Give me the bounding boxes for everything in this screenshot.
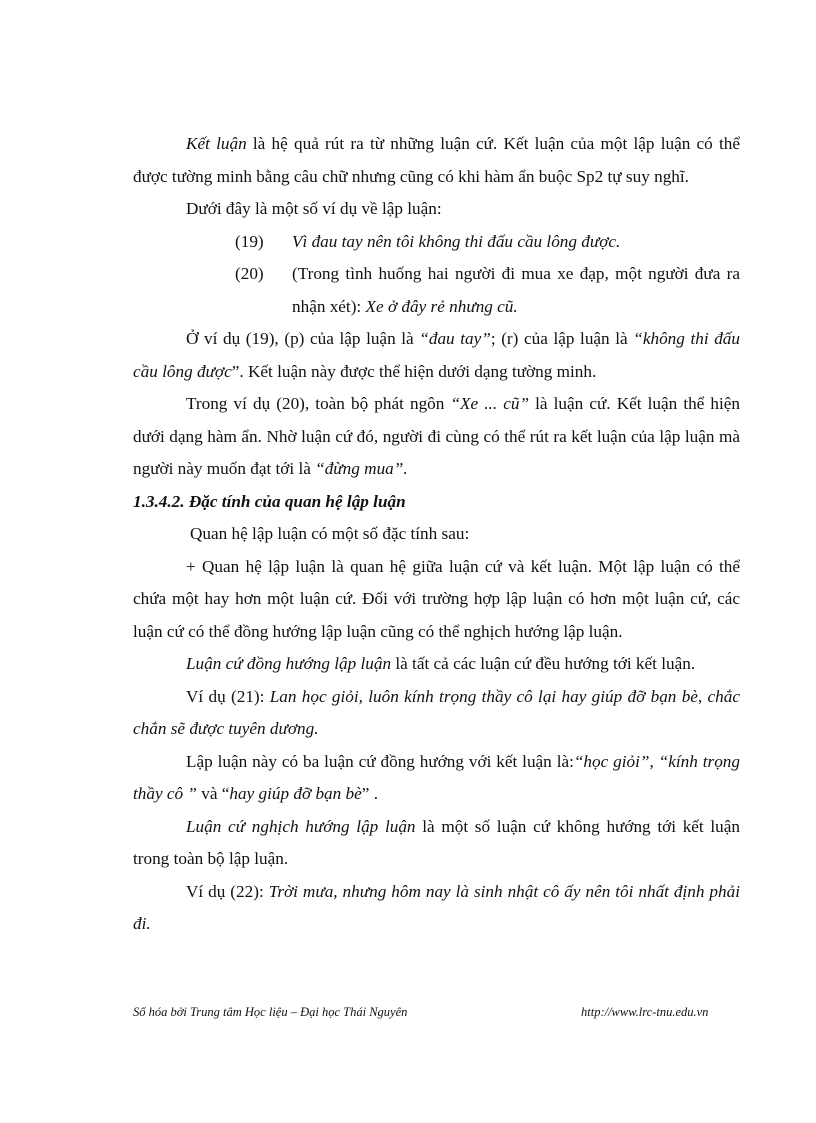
text: là tất cả các luận cứ đều hướng tới kết luận. [391,654,696,673]
text: Ở ví dụ (19), (p) của lập luận là [186,329,420,348]
example-text: Lan học giỏi, luôn kính trọng thầy cô lại hay giúp đỡ bạn bè, chắc chắn sẽ được tuyên dương. [133,686,740,738]
example-20 [133,258,740,323]
footer-url: http://www.lrc-tnu.edu.vn [581,1005,709,1019]
paragraph-properties-intro: Quan hệ lập luận có một số đặc tính sau: [190,524,470,543]
text: là một số luận cứ không hướng tới kết luận trong toàn bộ lập luận. [133,816,740,868]
text: Ví dụ (22): [186,881,269,901]
page-body [133,128,740,941]
quote: hay giúp đỡ bạn bè [229,784,362,803]
term-ket-luan: Kết luận [186,134,247,153]
paragraph-examples-intro: Dưới đây là một số ví dụ về lập luận: [186,199,442,218]
example-number: (19) [235,231,264,251]
paragraph-conclusion [133,128,740,193]
section-heading: 1.3.4.2. Đặc tính của quan hệ lập luận [133,491,406,511]
text: Trong ví dụ (20), toàn bộ phát ngôn [186,394,451,413]
page-footer [133,1005,740,1020]
text: là luận cứ. Kết luận thể hiện dưới dạng hàm ẩn. Nhờ luận cứ đó, người đi cùng có thể rút ra kết luận của lập luận mà người này muốn đạt tới là [133,394,741,478]
quote: “Xe ... cũ” [450,394,530,413]
example-text: Trời mưa, nhưng hôm nay là sinh nhật cô ấy nên tôi nhất định phải đi. [133,881,740,933]
paragraph-analysis-21 [133,746,740,811]
quote: “đừng mua”. [315,459,408,478]
paragraph-analysis-20 [133,388,740,486]
paragraph-same-direction [133,648,740,681]
paragraph-opposite-direction [133,811,740,876]
quote: “học giỏi”, “kính trọng thầy cô ” [133,751,740,803]
paragraph-example-22 [133,876,740,941]
example-number: (20) [235,264,264,283]
term: Luận cứ nghịch hướng lập luận [186,816,416,836]
text: và “ [196,784,230,803]
example-19 [133,226,740,259]
text: ” . [361,784,378,803]
footer-source: Số hóa bởi Trung tâm Học liệu – Đại học Thái Nguyên [133,1005,408,1019]
example-context: (Trong tình huống hai người đi mua xe đạp, một người đưa ra nhận xét): [292,264,740,316]
quote: “đau tay” [419,329,491,348]
text: ”. Kết luận này được thể hiện dưới dạng tường minh. [231,361,597,381]
paragraph-property-1: + Quan hệ lập luận là quan hệ giữa luận cứ và kết luận. Một lập luận có thể chứa một hay hơn một luận cứ. Đối với trường hợp lập luận có hơn một luận cứ, các luận cứ có thể đồng hướng lập luận cũng có thể nghịch hướng lập luận. [133,556,740,641]
text: Ví dụ (21): [186,686,270,706]
paragraph-text: là hệ quả rút ra từ những luận cứ. Kết luận của một lập luận có thể được tường minh bằng câu chữ nhưng cũng có khi hàm ẩn buộc Sp2 tự suy nghĩ. [133,134,740,186]
text: Lập luận này có ba luận cứ đồng hướng với kết luận là: [186,751,574,771]
paragraph-analysis-19 [133,323,740,388]
example-text: Vì đau tay nên tôi không thi đấu cầu lông được. [292,231,621,251]
paragraph-example-21 [133,681,740,746]
term: Luận cứ đồng hướng lập luận [186,654,392,673]
quote: “không thi đấu cầu lông được [133,329,740,381]
example-text: Xe ở đây rẻ nhưng cũ. [365,296,518,316]
text: ; (r) của lập luận là [490,329,634,348]
